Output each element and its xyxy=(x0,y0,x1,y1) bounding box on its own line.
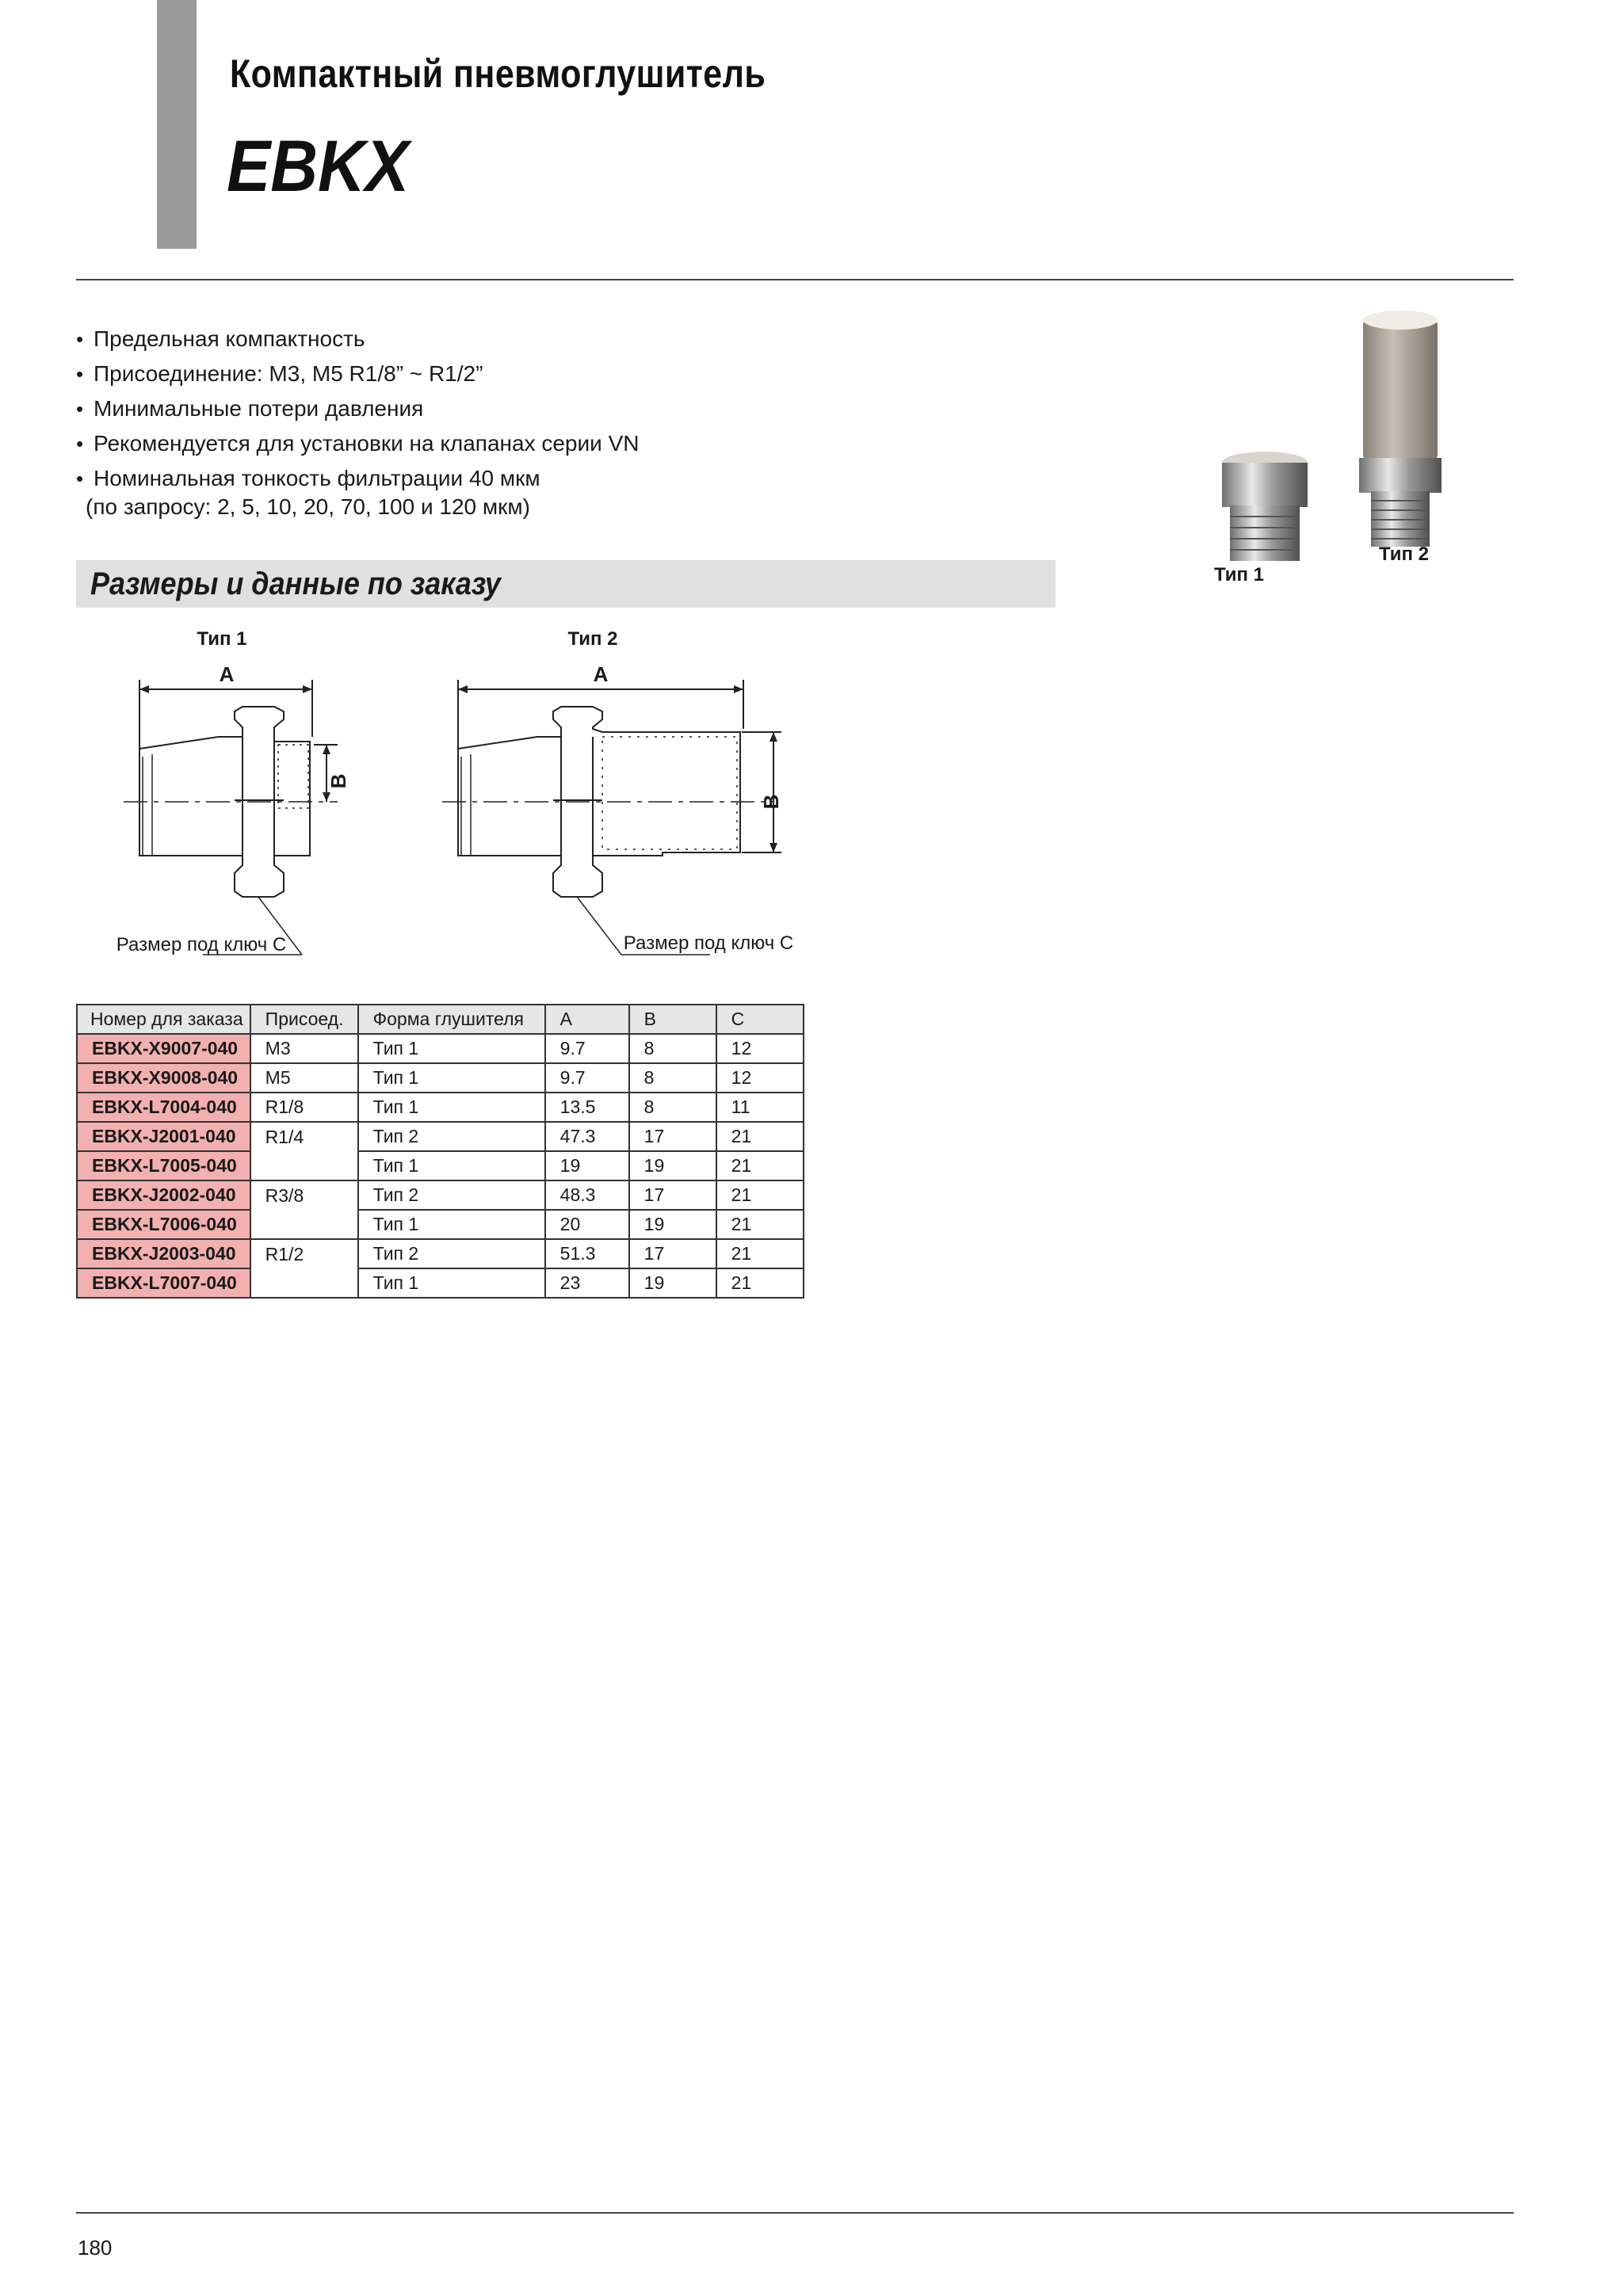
type2-muffler-image xyxy=(1359,311,1442,547)
muffler-form: Тип 2 xyxy=(358,1122,545,1151)
dim-c: 21 xyxy=(716,1210,804,1239)
table-row xyxy=(77,1210,804,1239)
table-row xyxy=(77,1180,804,1210)
muffler-form: Тип 1 xyxy=(358,1268,545,1298)
muffler-form: Тип 1 xyxy=(358,1063,545,1093)
dim-a-label-type2: A xyxy=(593,662,609,686)
connection xyxy=(250,1210,358,1239)
top-divider xyxy=(76,279,1514,280)
dim-a: 13.5 xyxy=(545,1093,629,1122)
photo-caption-type2: Тип 2 xyxy=(1379,543,1430,565)
muffler-form: Тип 2 xyxy=(358,1180,545,1210)
order-code: EBKX-X9007-040 xyxy=(77,1034,250,1063)
page-number: 180 xyxy=(78,2236,113,2260)
table-header-row xyxy=(77,1005,804,1034)
dim-b: 19 xyxy=(629,1268,716,1298)
feature-item: • Присоединение: M3, M5 R1/8” ~ R1/2” xyxy=(76,360,639,388)
bottom-divider xyxy=(76,2212,1514,2214)
header-form: Форма глушителя xyxy=(358,1005,545,1034)
dim-b-label-type2: B xyxy=(759,794,783,810)
dim-b: 8 xyxy=(629,1063,716,1093)
dim-a: 9.7 xyxy=(545,1034,629,1063)
order-code: EBKX-L7005-040 xyxy=(77,1151,250,1180)
header-order-number: Номер для заказа xyxy=(77,1005,250,1034)
dim-a: 48.3 xyxy=(545,1180,629,1210)
dim-c: 12 xyxy=(716,1063,804,1093)
feature-item: • Минимальные потери давления xyxy=(76,395,639,423)
dim-b: 17 xyxy=(629,1239,716,1268)
dim-c: 12 xyxy=(716,1034,804,1063)
section-title: Размеры и данные по заказу xyxy=(90,566,501,601)
header-c: C xyxy=(716,1005,804,1034)
type1-drawing-label: Тип 1 xyxy=(197,628,247,650)
connection: R1/8 xyxy=(250,1093,358,1122)
table-row xyxy=(77,1268,804,1298)
type1-muffler-image xyxy=(1222,452,1308,561)
type1-drawing xyxy=(116,628,350,955)
photo-caption-type1: Тип 1 xyxy=(1214,564,1265,585)
order-table xyxy=(76,1004,804,1299)
connection: R3/8 xyxy=(250,1180,358,1210)
dim-c: 21 xyxy=(716,1151,804,1180)
order-code: EBKX-J2003-040 xyxy=(77,1239,250,1268)
feature-item xyxy=(76,464,639,521)
feature-item: • Рекомендуется для установки на клапанах серии VN xyxy=(76,429,639,458)
section-header xyxy=(76,560,1056,608)
feature-item-text: Номинальная тонкость фильтрации 40 мкм xyxy=(94,466,540,490)
dim-c: 21 xyxy=(716,1180,804,1210)
header-b: B xyxy=(629,1005,716,1034)
product-photo xyxy=(1197,301,1490,602)
dim-a-label-type1: A xyxy=(219,662,235,686)
order-code: EBKX-J2001-040 xyxy=(77,1122,250,1151)
muffler-form: Тип 1 xyxy=(358,1093,545,1122)
wrench-label-type2: Размер под ключ C xyxy=(623,933,794,954)
type2-drawing xyxy=(442,628,793,955)
order-code: EBKX-L7004-040 xyxy=(77,1093,250,1122)
order-code: EBKX-L7007-040 xyxy=(77,1268,250,1298)
dim-c: 11 xyxy=(716,1093,804,1122)
technical-drawing xyxy=(76,618,821,982)
dim-b-label-type1: B xyxy=(327,773,350,789)
table-row xyxy=(77,1093,804,1122)
connection: M5 xyxy=(250,1063,358,1093)
table-row xyxy=(77,1034,804,1063)
dim-b: 8 xyxy=(629,1034,716,1063)
connection: R1/2 xyxy=(250,1239,358,1268)
type2-drawing-label: Тип 2 xyxy=(567,628,618,650)
connection: M3 xyxy=(250,1034,358,1063)
dim-a: 23 xyxy=(545,1268,629,1298)
header-a: A xyxy=(545,1005,629,1034)
feature-item: • Предельная компактность xyxy=(76,325,639,353)
order-code: EBKX-J2002-040 xyxy=(77,1180,250,1210)
model-name: EBKX xyxy=(227,126,410,207)
header-connection: Присоед. xyxy=(250,1005,358,1034)
table-row xyxy=(77,1151,804,1180)
dim-a: 20 xyxy=(545,1210,629,1239)
feature-list xyxy=(76,325,639,521)
dim-a: 9.7 xyxy=(545,1063,629,1093)
muffler-form: Тип 1 xyxy=(358,1151,545,1180)
connection xyxy=(250,1268,358,1298)
dim-a: 47.3 xyxy=(545,1122,629,1151)
dim-c: 21 xyxy=(716,1268,804,1298)
muffler-form: Тип 1 xyxy=(358,1210,545,1239)
dim-b: 8 xyxy=(629,1093,716,1122)
table-row xyxy=(77,1063,804,1093)
muffler-form: Тип 2 xyxy=(358,1239,545,1268)
dim-c: 21 xyxy=(716,1239,804,1268)
wrench-label-type1: Размер под ключ C xyxy=(116,934,287,955)
dim-a: 51.3 xyxy=(545,1239,629,1268)
order-code: EBKX-L7006-040 xyxy=(77,1210,250,1239)
dim-a: 19 xyxy=(545,1151,629,1180)
feature-note: (по запросу: 2, 5, 10, 20, 70, 100 и 120 мкм) xyxy=(86,494,530,519)
connection xyxy=(250,1151,358,1180)
header-side-bar xyxy=(157,0,197,249)
connection: R1/4 xyxy=(250,1122,358,1151)
dim-b: 17 xyxy=(629,1122,716,1151)
dim-c: 21 xyxy=(716,1122,804,1151)
dim-b: 19 xyxy=(629,1210,716,1239)
page-title: Компактный пневмоглушитель xyxy=(230,51,766,96)
table-row xyxy=(77,1239,804,1268)
dim-b: 19 xyxy=(629,1151,716,1180)
table-row xyxy=(77,1122,804,1151)
muffler-form: Тип 1 xyxy=(358,1034,545,1063)
dim-b: 17 xyxy=(629,1180,716,1210)
order-code: EBKX-X9008-040 xyxy=(77,1063,250,1093)
